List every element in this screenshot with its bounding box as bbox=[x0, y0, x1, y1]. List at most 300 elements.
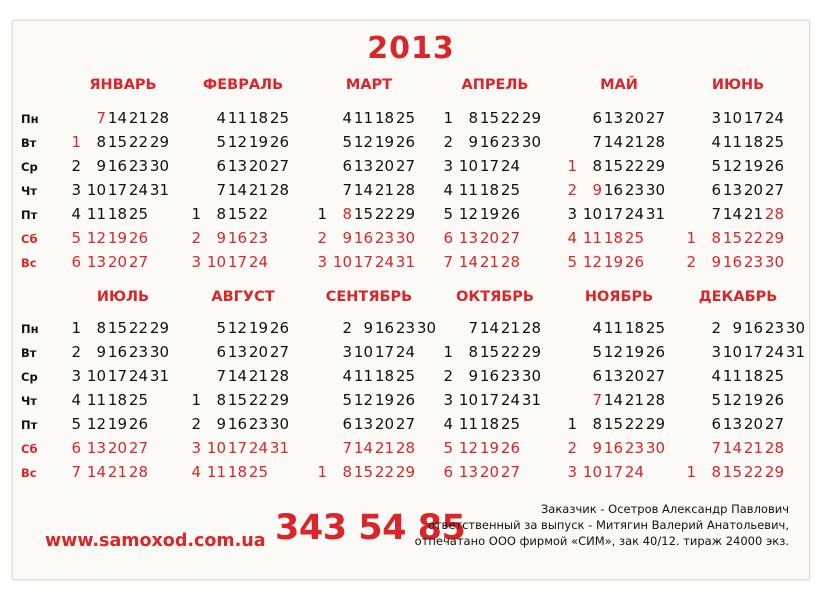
day-number: 5 bbox=[443, 439, 453, 457]
day-number: 24 bbox=[624, 205, 644, 223]
day-number: 6 bbox=[342, 157, 352, 175]
day-number: 27 bbox=[128, 439, 148, 457]
week-row bbox=[183, 229, 298, 251]
day-number: 5 bbox=[71, 415, 81, 433]
day-number: 13 bbox=[227, 157, 247, 175]
weekday-label: Чт bbox=[21, 394, 37, 408]
day-number: 4 bbox=[567, 229, 577, 247]
day-number: 19 bbox=[479, 205, 499, 223]
day-number: 27 bbox=[395, 415, 415, 433]
day-number: 21 bbox=[374, 439, 394, 457]
day-number: 17 bbox=[353, 253, 373, 271]
day-number: 27 bbox=[395, 157, 415, 175]
day-number: 21 bbox=[374, 181, 394, 199]
day-number: 2 bbox=[567, 439, 577, 457]
day-number: 14 bbox=[603, 133, 623, 151]
imprint-block bbox=[369, 501, 789, 549]
day-number: 10 bbox=[582, 205, 602, 223]
day-number: 11 bbox=[603, 319, 623, 337]
week-row bbox=[559, 109, 674, 131]
day-number: 24 bbox=[764, 343, 784, 361]
day-number: 15 bbox=[603, 157, 623, 175]
day-number: 13 bbox=[722, 415, 742, 433]
day-number: 19 bbox=[374, 391, 394, 409]
day-number: 23 bbox=[248, 415, 268, 433]
week-row bbox=[678, 463, 814, 485]
day-number: 16 bbox=[227, 229, 247, 247]
day-number: 5 bbox=[711, 157, 721, 175]
week-row bbox=[678, 391, 814, 413]
week-row bbox=[559, 439, 674, 461]
day-number: 26 bbox=[128, 415, 148, 433]
day-number: 3 bbox=[711, 343, 721, 361]
day-number: 23 bbox=[128, 157, 148, 175]
week-row bbox=[435, 253, 550, 275]
day-number: 8 bbox=[96, 319, 106, 337]
day-number: 18 bbox=[479, 415, 499, 433]
day-number: 10 bbox=[86, 367, 106, 385]
week-row bbox=[309, 415, 445, 437]
week-row bbox=[309, 391, 445, 413]
day-number: 28 bbox=[764, 439, 784, 457]
day-number: 13 bbox=[353, 157, 373, 175]
weekday-label: Сб bbox=[21, 232, 38, 246]
day-number: 15 bbox=[479, 343, 499, 361]
weekday-label: Сб bbox=[21, 442, 38, 456]
day-number: 16 bbox=[374, 319, 394, 337]
day-number: 18 bbox=[248, 109, 268, 127]
day-number: 26 bbox=[645, 343, 665, 361]
day-number: 4 bbox=[592, 319, 602, 337]
day-number: 19 bbox=[374, 133, 394, 151]
day-number: 10 bbox=[206, 253, 226, 271]
week-row bbox=[309, 463, 445, 485]
day-number: 24 bbox=[624, 463, 644, 481]
day-number: 1 bbox=[567, 415, 577, 433]
week-row bbox=[559, 463, 674, 485]
day-number: 2 bbox=[71, 343, 81, 361]
day-number: 12 bbox=[603, 343, 623, 361]
day-number: 8 bbox=[96, 133, 106, 151]
week-row bbox=[678, 157, 793, 179]
day-number: 29 bbox=[521, 109, 541, 127]
week-row bbox=[435, 439, 550, 461]
day-number: 10 bbox=[86, 181, 106, 199]
day-number: 9 bbox=[468, 133, 478, 151]
day-number: 28 bbox=[269, 181, 289, 199]
day-number: 1 bbox=[317, 205, 327, 223]
day-number: 1 bbox=[686, 463, 696, 481]
day-number: 2 bbox=[567, 181, 577, 199]
day-number: 1 bbox=[443, 109, 453, 127]
day-number: 7 bbox=[216, 181, 226, 199]
day-number: 5 bbox=[567, 253, 577, 271]
day-number: 19 bbox=[107, 229, 127, 247]
day-number: 29 bbox=[149, 319, 169, 337]
day-number: 10 bbox=[332, 253, 352, 271]
week-row bbox=[559, 181, 674, 203]
week-row bbox=[309, 319, 445, 341]
day-number: 7 bbox=[711, 205, 721, 223]
week-row bbox=[435, 367, 550, 389]
day-number: 28 bbox=[149, 109, 169, 127]
day-number: 19 bbox=[743, 391, 763, 409]
day-number: 11 bbox=[353, 109, 373, 127]
day-number: 30 bbox=[785, 319, 805, 337]
day-number: 7 bbox=[342, 181, 352, 199]
week-row bbox=[559, 343, 674, 365]
day-number: 30 bbox=[149, 343, 169, 361]
day-number: 25 bbox=[128, 205, 148, 223]
day-number: 16 bbox=[107, 343, 127, 361]
day-number: 20 bbox=[248, 343, 268, 361]
day-number: 20 bbox=[107, 253, 127, 271]
day-number: 12 bbox=[458, 439, 478, 457]
day-number: 30 bbox=[269, 415, 289, 433]
week-row bbox=[435, 205, 550, 227]
day-number: 23 bbox=[500, 367, 520, 385]
day-number: 1 bbox=[71, 319, 81, 337]
day-number: 3 bbox=[443, 157, 453, 175]
week-row bbox=[183, 415, 298, 437]
day-number: 2 bbox=[71, 157, 81, 175]
day-number: 12 bbox=[458, 205, 478, 223]
day-number: 13 bbox=[227, 343, 247, 361]
day-number: 5 bbox=[71, 229, 81, 247]
week-row bbox=[183, 157, 298, 179]
day-number: 26 bbox=[269, 133, 289, 151]
week-row bbox=[63, 463, 178, 485]
day-number: 10 bbox=[722, 109, 742, 127]
day-number: 22 bbox=[743, 229, 763, 247]
day-number: 6 bbox=[592, 109, 602, 127]
day-number: 9 bbox=[216, 229, 226, 247]
imprint-customer: Заказчик - Осетров Александр Павлович bbox=[540, 502, 789, 516]
day-number: 28 bbox=[395, 181, 415, 199]
day-number: 8 bbox=[216, 205, 226, 223]
day-number: 10 bbox=[353, 343, 373, 361]
week-row bbox=[309, 229, 424, 251]
weekday-label: Ср bbox=[21, 160, 38, 174]
day-number: 9 bbox=[363, 319, 373, 337]
day-number: 9 bbox=[96, 343, 106, 361]
month-name: ИЮЛЬ bbox=[96, 289, 150, 305]
day-number: 26 bbox=[395, 391, 415, 409]
month-name: ФЕВРАЛЬ bbox=[202, 77, 284, 93]
day-number: 18 bbox=[603, 229, 623, 247]
day-number: 10 bbox=[722, 343, 742, 361]
week-row bbox=[63, 229, 178, 251]
day-number: 23 bbox=[128, 343, 148, 361]
day-number: 27 bbox=[645, 367, 665, 385]
year-title: 2013 bbox=[367, 31, 455, 66]
week-row bbox=[435, 229, 550, 251]
day-number: 15 bbox=[353, 205, 373, 223]
day-number: 4 bbox=[191, 463, 201, 481]
month-name: ОКТЯБРЬ bbox=[456, 289, 534, 305]
day-number: 15 bbox=[227, 205, 247, 223]
day-number: 15 bbox=[479, 109, 499, 127]
day-number: 24 bbox=[764, 109, 784, 127]
day-number: 29 bbox=[521, 343, 541, 361]
day-number: 14 bbox=[86, 463, 106, 481]
day-number: 6 bbox=[592, 367, 602, 385]
day-number: 6 bbox=[711, 415, 721, 433]
day-number: 9 bbox=[592, 439, 602, 457]
day-number: 2 bbox=[342, 319, 352, 337]
day-number: 13 bbox=[603, 109, 623, 127]
week-row bbox=[63, 367, 178, 389]
week-row bbox=[559, 229, 674, 251]
day-number: 20 bbox=[743, 181, 763, 199]
day-number: 7 bbox=[96, 109, 106, 127]
day-number: 28 bbox=[500, 253, 520, 271]
day-number: 29 bbox=[395, 463, 415, 481]
week-row bbox=[183, 391, 298, 413]
day-number: 19 bbox=[107, 415, 127, 433]
day-number: 14 bbox=[458, 253, 478, 271]
week-row bbox=[309, 367, 445, 389]
day-number: 29 bbox=[269, 391, 289, 409]
day-number: 6 bbox=[342, 415, 352, 433]
day-number: 16 bbox=[722, 253, 742, 271]
day-number: 21 bbox=[248, 181, 268, 199]
day-number: 6 bbox=[216, 343, 226, 361]
week-row bbox=[183, 463, 298, 485]
day-number: 29 bbox=[149, 133, 169, 151]
day-number: 8 bbox=[216, 391, 226, 409]
day-number: 17 bbox=[374, 343, 394, 361]
day-number: 27 bbox=[500, 229, 520, 247]
day-number: 26 bbox=[500, 439, 520, 457]
day-number: 3 bbox=[567, 463, 577, 481]
day-number: 5 bbox=[443, 205, 453, 223]
day-number: 30 bbox=[416, 319, 436, 337]
day-number: 12 bbox=[353, 391, 373, 409]
day-number: 6 bbox=[71, 439, 81, 457]
day-number: 8 bbox=[592, 157, 602, 175]
day-number: 16 bbox=[603, 439, 623, 457]
day-number: 21 bbox=[107, 463, 127, 481]
day-number: 23 bbox=[764, 319, 784, 337]
day-number: 24 bbox=[248, 439, 268, 457]
day-number: 7 bbox=[443, 253, 453, 271]
day-number: 23 bbox=[624, 439, 644, 457]
day-number: 10 bbox=[458, 157, 478, 175]
day-number: 22 bbox=[743, 463, 763, 481]
week-row bbox=[63, 109, 178, 131]
day-number: 9 bbox=[216, 415, 226, 433]
day-number: 19 bbox=[743, 157, 763, 175]
day-number: 31 bbox=[149, 181, 169, 199]
day-number: 22 bbox=[248, 391, 268, 409]
day-number: 31 bbox=[645, 205, 665, 223]
day-number: 15 bbox=[227, 391, 247, 409]
weekday-label: Пн bbox=[21, 112, 39, 126]
day-number: 18 bbox=[374, 367, 394, 385]
day-number: 13 bbox=[458, 463, 478, 481]
day-number: 13 bbox=[86, 253, 106, 271]
week-row bbox=[183, 343, 298, 365]
day-number: 17 bbox=[603, 463, 623, 481]
month-name: ДЕКАБРЬ bbox=[698, 289, 778, 305]
day-number: 11 bbox=[353, 367, 373, 385]
month-name: МАЙ bbox=[600, 77, 638, 93]
day-number: 14 bbox=[479, 319, 499, 337]
day-number: 4 bbox=[711, 133, 721, 151]
day-number: 14 bbox=[722, 439, 742, 457]
day-number: 8 bbox=[468, 109, 478, 127]
week-row bbox=[435, 391, 550, 413]
week-row bbox=[678, 343, 814, 365]
day-number: 18 bbox=[107, 205, 127, 223]
day-number: 28 bbox=[645, 133, 665, 151]
day-number: 21 bbox=[248, 367, 268, 385]
day-number: 6 bbox=[216, 157, 226, 175]
week-row bbox=[559, 133, 674, 155]
day-number: 28 bbox=[645, 391, 665, 409]
day-number: 14 bbox=[227, 367, 247, 385]
week-row bbox=[63, 415, 178, 437]
day-number: 13 bbox=[603, 367, 623, 385]
day-number: 2 bbox=[686, 253, 696, 271]
day-number: 22 bbox=[128, 319, 148, 337]
month-name: ИЮНЬ bbox=[711, 77, 765, 93]
day-number: 23 bbox=[374, 229, 394, 247]
day-number: 12 bbox=[227, 133, 247, 151]
day-number: 16 bbox=[479, 367, 499, 385]
week-row bbox=[309, 133, 424, 155]
week-row bbox=[183, 109, 298, 131]
week-row bbox=[678, 367, 814, 389]
day-number: 29 bbox=[764, 229, 784, 247]
day-number: 12 bbox=[227, 319, 247, 337]
weekday-label: Пн bbox=[21, 322, 39, 336]
day-number: 7 bbox=[711, 439, 721, 457]
day-number: 22 bbox=[374, 463, 394, 481]
day-number: 25 bbox=[128, 391, 148, 409]
day-number: 18 bbox=[107, 391, 127, 409]
imprint-printed: отпечатано ООО фирмой «СИМ», зак 40/12. тираж 24000 экз. bbox=[414, 534, 789, 548]
imprint-responsible: ответственный за выпуск - Митягин Валерий Анатольевич, bbox=[427, 518, 789, 532]
week-row bbox=[309, 253, 424, 275]
week-row bbox=[63, 205, 178, 227]
day-number: 1 bbox=[317, 463, 327, 481]
day-number: 13 bbox=[722, 181, 742, 199]
day-number: 18 bbox=[743, 367, 763, 385]
day-number: 21 bbox=[500, 319, 520, 337]
day-number: 8 bbox=[342, 463, 352, 481]
day-number: 15 bbox=[722, 463, 742, 481]
week-row bbox=[63, 343, 178, 365]
day-number: 22 bbox=[500, 343, 520, 361]
day-number: 23 bbox=[624, 181, 644, 199]
week-row bbox=[435, 157, 550, 179]
week-row bbox=[183, 367, 298, 389]
day-number: 8 bbox=[468, 343, 478, 361]
week-row bbox=[678, 253, 793, 275]
week-row bbox=[559, 205, 674, 227]
week-row bbox=[183, 181, 298, 203]
day-number: 13 bbox=[86, 439, 106, 457]
day-number: 5 bbox=[216, 133, 226, 151]
day-number: 11 bbox=[206, 463, 226, 481]
day-number: 16 bbox=[353, 229, 373, 247]
weekday-label: Вс bbox=[21, 466, 37, 480]
day-number: 1 bbox=[567, 157, 577, 175]
day-number: 6 bbox=[443, 463, 453, 481]
month-name: СЕНТЯБРЬ bbox=[325, 289, 413, 305]
day-number: 13 bbox=[353, 415, 373, 433]
day-number: 3 bbox=[71, 181, 81, 199]
week-row bbox=[309, 157, 424, 179]
day-number: 30 bbox=[521, 133, 541, 151]
day-number: 10 bbox=[582, 463, 602, 481]
day-number: 15 bbox=[353, 463, 373, 481]
day-number: 9 bbox=[342, 229, 352, 247]
day-number: 23 bbox=[395, 319, 415, 337]
week-row bbox=[63, 391, 178, 413]
week-row bbox=[309, 343, 445, 365]
week-row bbox=[63, 253, 178, 275]
day-number: 26 bbox=[269, 319, 289, 337]
day-number: 25 bbox=[248, 463, 268, 481]
week-row bbox=[435, 109, 550, 131]
day-number: 11 bbox=[227, 109, 247, 127]
day-number: 19 bbox=[603, 253, 623, 271]
day-number: 14 bbox=[227, 181, 247, 199]
weekday-label: Вт bbox=[21, 136, 37, 150]
day-number: 25 bbox=[764, 367, 784, 385]
day-number: 17 bbox=[227, 253, 247, 271]
day-number: 24 bbox=[248, 253, 268, 271]
day-number: 17 bbox=[227, 439, 247, 457]
day-number: 30 bbox=[395, 229, 415, 247]
day-number: 3 bbox=[711, 109, 721, 127]
day-number: 29 bbox=[645, 157, 665, 175]
week-row bbox=[309, 439, 445, 461]
weekday-label: Пт bbox=[21, 208, 38, 222]
day-number: 10 bbox=[206, 439, 226, 457]
day-number: 11 bbox=[722, 133, 742, 151]
weekday-label: Вт bbox=[21, 346, 37, 360]
day-number: 23 bbox=[248, 229, 268, 247]
week-row bbox=[435, 463, 550, 485]
day-number: 5 bbox=[342, 133, 352, 151]
day-number: 25 bbox=[645, 319, 665, 337]
week-row bbox=[63, 319, 178, 341]
day-number: 27 bbox=[128, 253, 148, 271]
calendar-card bbox=[12, 20, 810, 580]
day-number: 2 bbox=[191, 229, 201, 247]
day-number: 22 bbox=[500, 109, 520, 127]
day-number: 1 bbox=[191, 205, 201, 223]
day-number: 8 bbox=[342, 205, 352, 223]
day-number: 3 bbox=[191, 253, 201, 271]
day-number: 25 bbox=[395, 367, 415, 385]
week-row bbox=[678, 439, 814, 461]
weekday-label: Вс bbox=[21, 256, 37, 270]
day-number: 7 bbox=[468, 319, 478, 337]
day-number: 18 bbox=[374, 109, 394, 127]
day-number: 3 bbox=[317, 253, 327, 271]
week-row bbox=[559, 367, 674, 389]
day-number: 6 bbox=[443, 229, 453, 247]
day-number: 4 bbox=[71, 391, 81, 409]
day-number: 28 bbox=[764, 205, 784, 223]
day-number: 7 bbox=[216, 367, 226, 385]
day-number: 16 bbox=[743, 319, 763, 337]
